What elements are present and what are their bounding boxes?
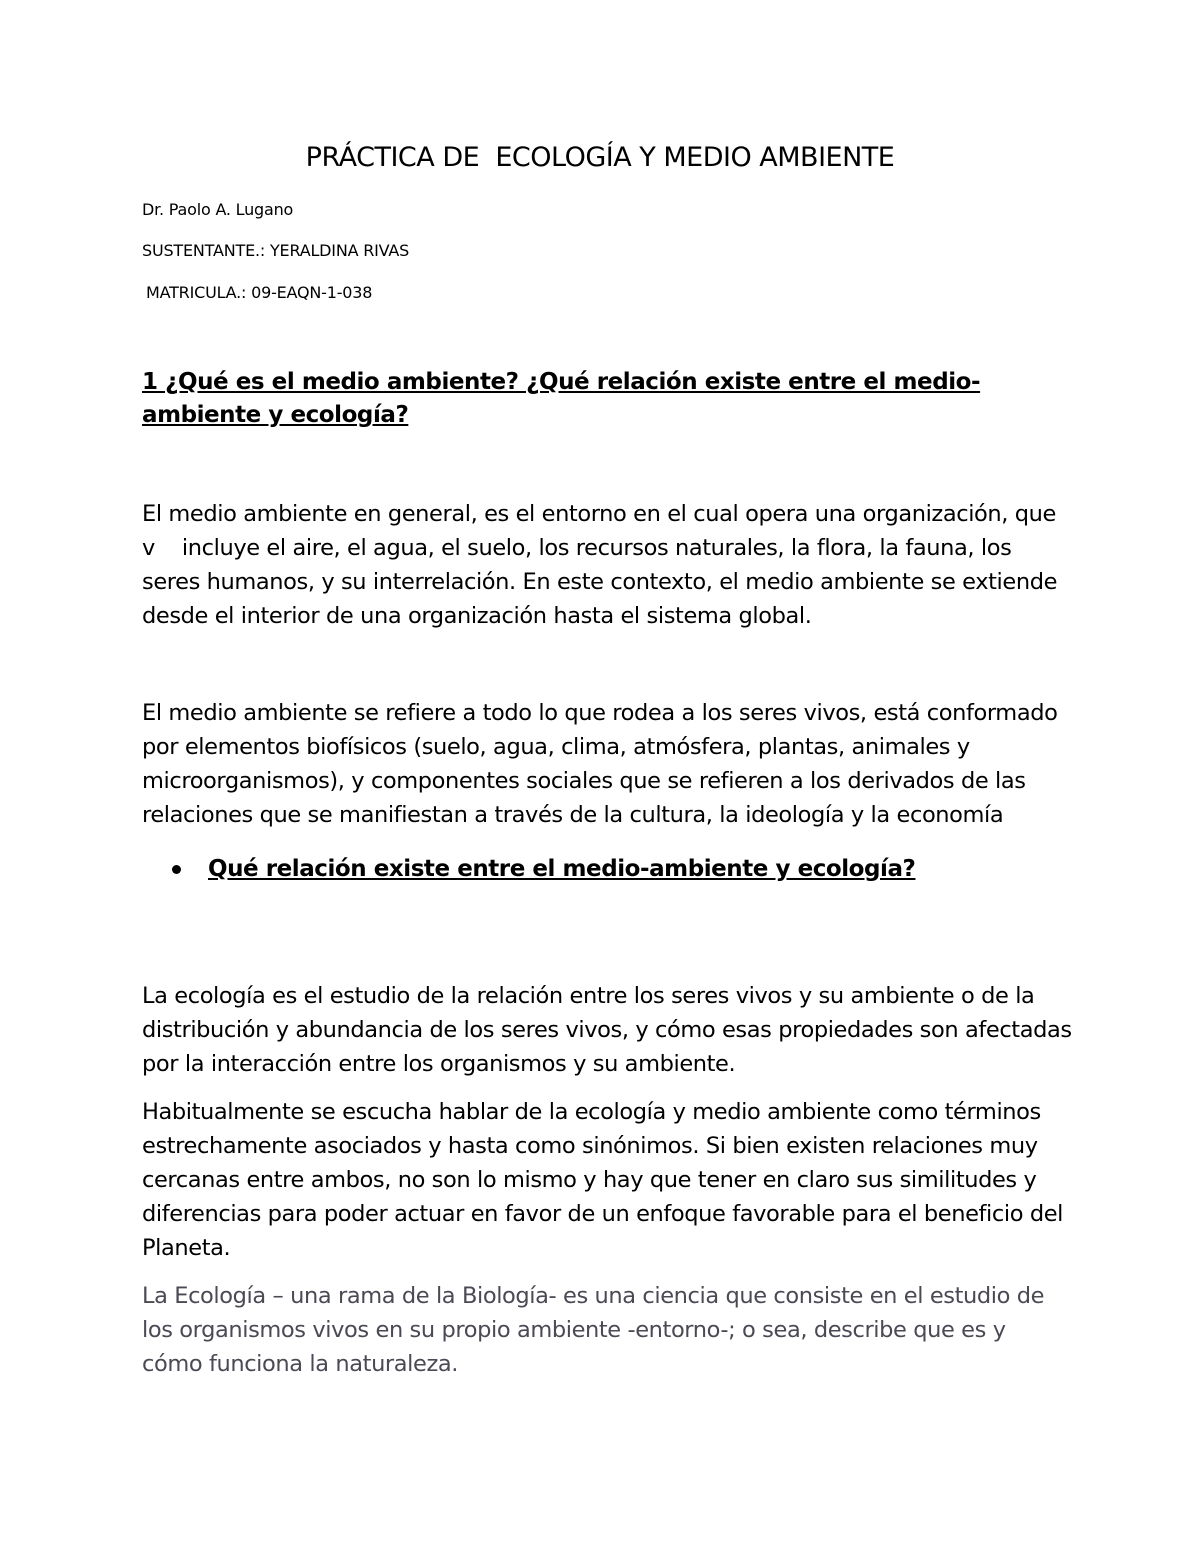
question-heading: 1 ¿Qué es el medio ambiente? ¿Qué relación existe entre el medio-ambiente y ecología? [142,369,981,428]
paragraph-ecology-vs-environment: Habitualmente se escucha hablar de la ecología y medio ambiente como términos estrechamente asociados y hasta como sinónimos. Si bien existen relaciones muy cercanas entre ambos, no son lo mismo y hay que tener en claro sus similitudes y diferencias para poder actuar en favor de un enfoque favorable para el beneficio del Planeta. [142,1099,1064,1261]
student-name: SUSTENTANTE.: YERALDINA RIVAS [142,241,410,260]
paragraph-ecology-branch: La Ecología – una rama de la Biología- es una ciencia que consiste en el estudio de los organismos vivos en su propio ambiente -entorno-; o sea, describe que es y cómo funciona la naturaleza. [142,1283,1045,1377]
bullet-item [172,852,915,886]
enrollment-number: MATRICULA.: 09-EAQN-1-038 [146,283,373,302]
document-title: PRÁCTICA DE ECOLOGÍA Y MEDIO AMBIENTE [305,142,895,173]
bullet-dot-icon [172,865,181,874]
paragraph-ecology-definition: La ecología es el estudio de la relación entre los seres vivos y su ambiente o de la distribución y abundancia de los seres vivos, y cómo esas propiedades son afectadas por la interacción entre los organismos y su ambiente. [142,983,1072,1077]
paragraph-environment-elements: El medio ambiente se refiere a todo lo que rodea a los seres vivos, está conformado por elementos biofísicos (suelo, agua, clima, atmósfera, plantas, animales y microorganismos), y componentes sociales que se refieren a los derivados de las relaciones que se manifiestan a través de la cultura, la ideología y la economía [142,700,1058,828]
paragraph-environment-definition: El medio ambiente en general, es el entorno en el cual opera una organización, que v incluye el aire, el agua, el suelo, los recursos naturales, la flora, la fauna, los seres humanos, y su interrelación. En este contexto, el medio ambiente se extiende desde el interior de una organización hasta el sistema global. [142,501,1064,629]
professor-name: Dr. Paolo A. Lugano [142,200,294,219]
bullet-question: Qué relación existe entre el medio-ambiente y ecología? [208,856,916,882]
